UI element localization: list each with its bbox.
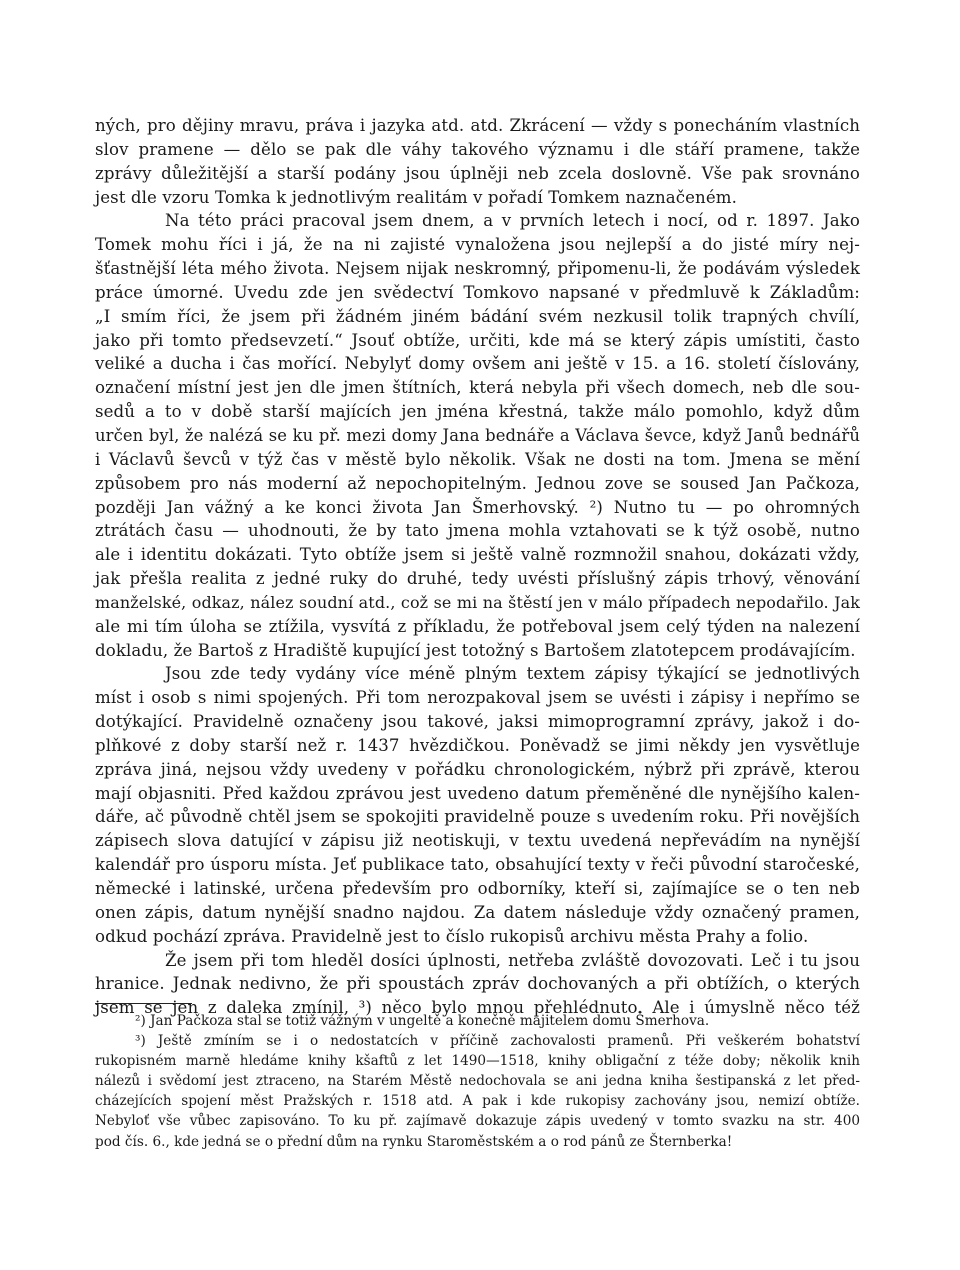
footnote-line: cházejících spojení měst Pražských r. 1518 atd. A pak i kde rukopisy zachovány jsou, nemizí obtíže. xyxy=(95,1093,860,1110)
page-body xyxy=(95,114,860,1020)
text-line: kalendář pro úsporu místa. Jeť publikace tato, obsahující texty v řeči původní staročeské, xyxy=(95,855,860,875)
text-line: jest dle vzoru Tomka k jednotlivým realitám v pořadí Tomkem naznačeném. xyxy=(95,187,737,207)
text-line: ných, pro dějiny mravu, práva i jazyka atd. atd. Zkrácení — vždy s ponecháním vlastních xyxy=(95,116,860,135)
paragraph-start-line: Že jsem při tom hleděl dosíci úplnosti, netřeba zvláště dovozovati. Leč i tu jsou xyxy=(165,950,860,970)
text-line: ale i identitu dokázati. Tyto obtíže jsem si ještě valně rozmnožil snahou, dokázati vždy, xyxy=(95,545,860,565)
text-line: německé i latinské, určena především pro odborníky, kteří si, zajímajíce se o ten neb xyxy=(95,879,860,898)
text-line: slov pramene — dělo se pak dle váhy takového významu i dle stáří pramene, takže xyxy=(95,139,860,159)
paragraph-start-line: Na této práci pracoval jsem dnem, a v prvních letech i nocí, od r. 1897. Jako xyxy=(165,211,860,231)
text-line: zprávy důležitější a starší podány jsou úplněji neb zcela doslovně. Vše pak srovnáno xyxy=(95,163,860,183)
text-line: určen byl, že nalézá se ku př. mezi domy Jana bednáře a Václava ševce, když Janů bednářů xyxy=(95,425,860,445)
footnote-3: ³) Ještě zmíním se i o nedostatcích v příčině zachovalosti pramenů. Při veškerém bohatství xyxy=(135,1033,860,1050)
text-line: ztrátách času — uhodnouti, že by tato jmena mohla vztahovati se k týž osobě, nutno xyxy=(95,521,860,541)
text-line: jsem se jen z daleka zmínil, ³) něco bylo mnou přehlédnuto. Ale i úmyslně něco též xyxy=(95,998,860,1018)
text-line: odkud pochází zpráva. Pravidelně jest to číslo rukopisů archivu města Prahy a folio. xyxy=(95,926,809,946)
main-text xyxy=(95,114,860,1020)
text-line: zpráva jiná, nejsou vždy uvedeny v pořádku chronologickém, nýbrž při zprávě, kterou xyxy=(95,759,860,779)
footnote-line: Nebyloť vše vůbec zapisováno. To ku př. zajímavě dokazuje zápis uvedený v tomto svazku na str. 400 xyxy=(95,1113,860,1130)
text-line: ale mi tím úloha se ztížila, vysvítá z příkladu, že potřeboval jsem celý týden na nalezení xyxy=(95,616,860,636)
footnote-line: pod čís. 6., kde jedná se o přední dům na rynku Staroměstském a o rod pánů ze Šternberka! xyxy=(95,1133,733,1150)
footnote-line: nálezů i svědomí jest ztraceno, na Starém Městě nedochovala se ani jedna kniha šestipanská z let před- xyxy=(95,1073,860,1090)
text-line: jak přešla realita z jedné ruky do druhé, tedy uvésti příslušný zápis trhový, věnování xyxy=(95,569,860,589)
text-line: „I smím říci, že jsem při žádném jiném bádání svém nezkusil tolik trapných chvílí, xyxy=(95,306,860,326)
text-line: Tomek mohu říci i já, že na ni zajisté vynaložena jsou nejlepší a do jisté míry nej- xyxy=(95,235,860,255)
text-line: jako při tomto předsevzetí.“ Jsouť obtíže, určiti, kde má se který zápis umístiti, často xyxy=(95,330,860,350)
text-line: sedů a to v době starší majících jen jména křestná, takže málo pomohlo, když dům xyxy=(95,402,860,422)
paragraph-start-line: Jsou zde tedy vydány více méně plným textem zápisy týkající se jednotlivých xyxy=(165,664,860,684)
text-line: mají objasniti. Před každou zprávou jest uvedeno datum přeměněné dle nynějšího kalen- xyxy=(95,783,860,803)
text-line: označení místní jest jen dle jmen štítních, která nebyla při všech domech, neb dle sou- xyxy=(95,378,860,398)
text-line: dokladu, že Bartoš z Hradiště kupující jest totožný s Bartošem zlatotepcem prodávajícím. xyxy=(95,640,856,660)
text-line: později Jan vážný a ke konci života Jan Šmerhovský. ²) Nutno tu — po ohromných xyxy=(95,497,860,517)
text-line: práce úmorné. Uvedu zde jen svědectví Tomkovo napsané v předmluvě k Základům: xyxy=(95,282,860,302)
text-line: způsobem pro nás moderní až nepochopitelným. Jednou zove se soused Jan Pačkoza, xyxy=(95,473,860,493)
text-line: manželské, odkaz, nález soudní atd., což se mi na štěstí jen v málo případech nepodařilo. Jak xyxy=(95,592,860,612)
text-line: hranice. Jednak nedivno, že při spoustách zpráv dochovaných a při obtížích, o kterých xyxy=(95,974,860,994)
text-line: míst i osob s nimi spojených. Při tom nerozpakoval jsem se uvésti i zápisy i nepřímo se xyxy=(95,688,860,708)
text-line: i Václavů ševců v týž čas v městě bylo několik. Však ne dosti na tom. Jmena se mění xyxy=(95,449,860,469)
text-line: dáře, ač původně chtěl jsem se spokojiti pravidelně pouze s uvedením roku. Při novějších xyxy=(95,807,860,827)
text-line: dotýkající. Pravidelně označeny jsou takové, jaksi mimoprogramní zprávy, jakož i do- xyxy=(95,712,860,732)
text-line: onen zápis, datum nynější snadno najdou. Za datem následuje vždy označený pramen, xyxy=(95,902,860,922)
footnote-2: ²) Jan Pačkoza stal se totiž vážným v ungeltě a konečně majitelem domu Šmerhova. xyxy=(135,1013,710,1029)
text-line: veliké a ducha i čas mořící. Nebylyť domy ovšem ani ještě v 15. a 16. století číslovány, xyxy=(95,354,860,374)
text-line: šťastnější léta mého života. Nejsem nijak neskromný, připomenu-li, že podávám výsledek xyxy=(95,259,860,279)
footnote-line: rukopisném marně hledáme knihy kšaftů z let 1490—1518, knihy obligační z téže doby; několik knih xyxy=(95,1053,860,1070)
footnotes xyxy=(95,1011,860,1152)
text-line: plňkové z doby starší než r. 1437 hvězdičkou. Poněvadž se jimi někdy jen vysvětluje xyxy=(95,735,860,755)
footnote-separator xyxy=(95,1003,192,1004)
text-line: zápisech slova datující v zápisu již neotiskuji, v textu uvedená nepřevádím na nynější xyxy=(95,831,860,851)
